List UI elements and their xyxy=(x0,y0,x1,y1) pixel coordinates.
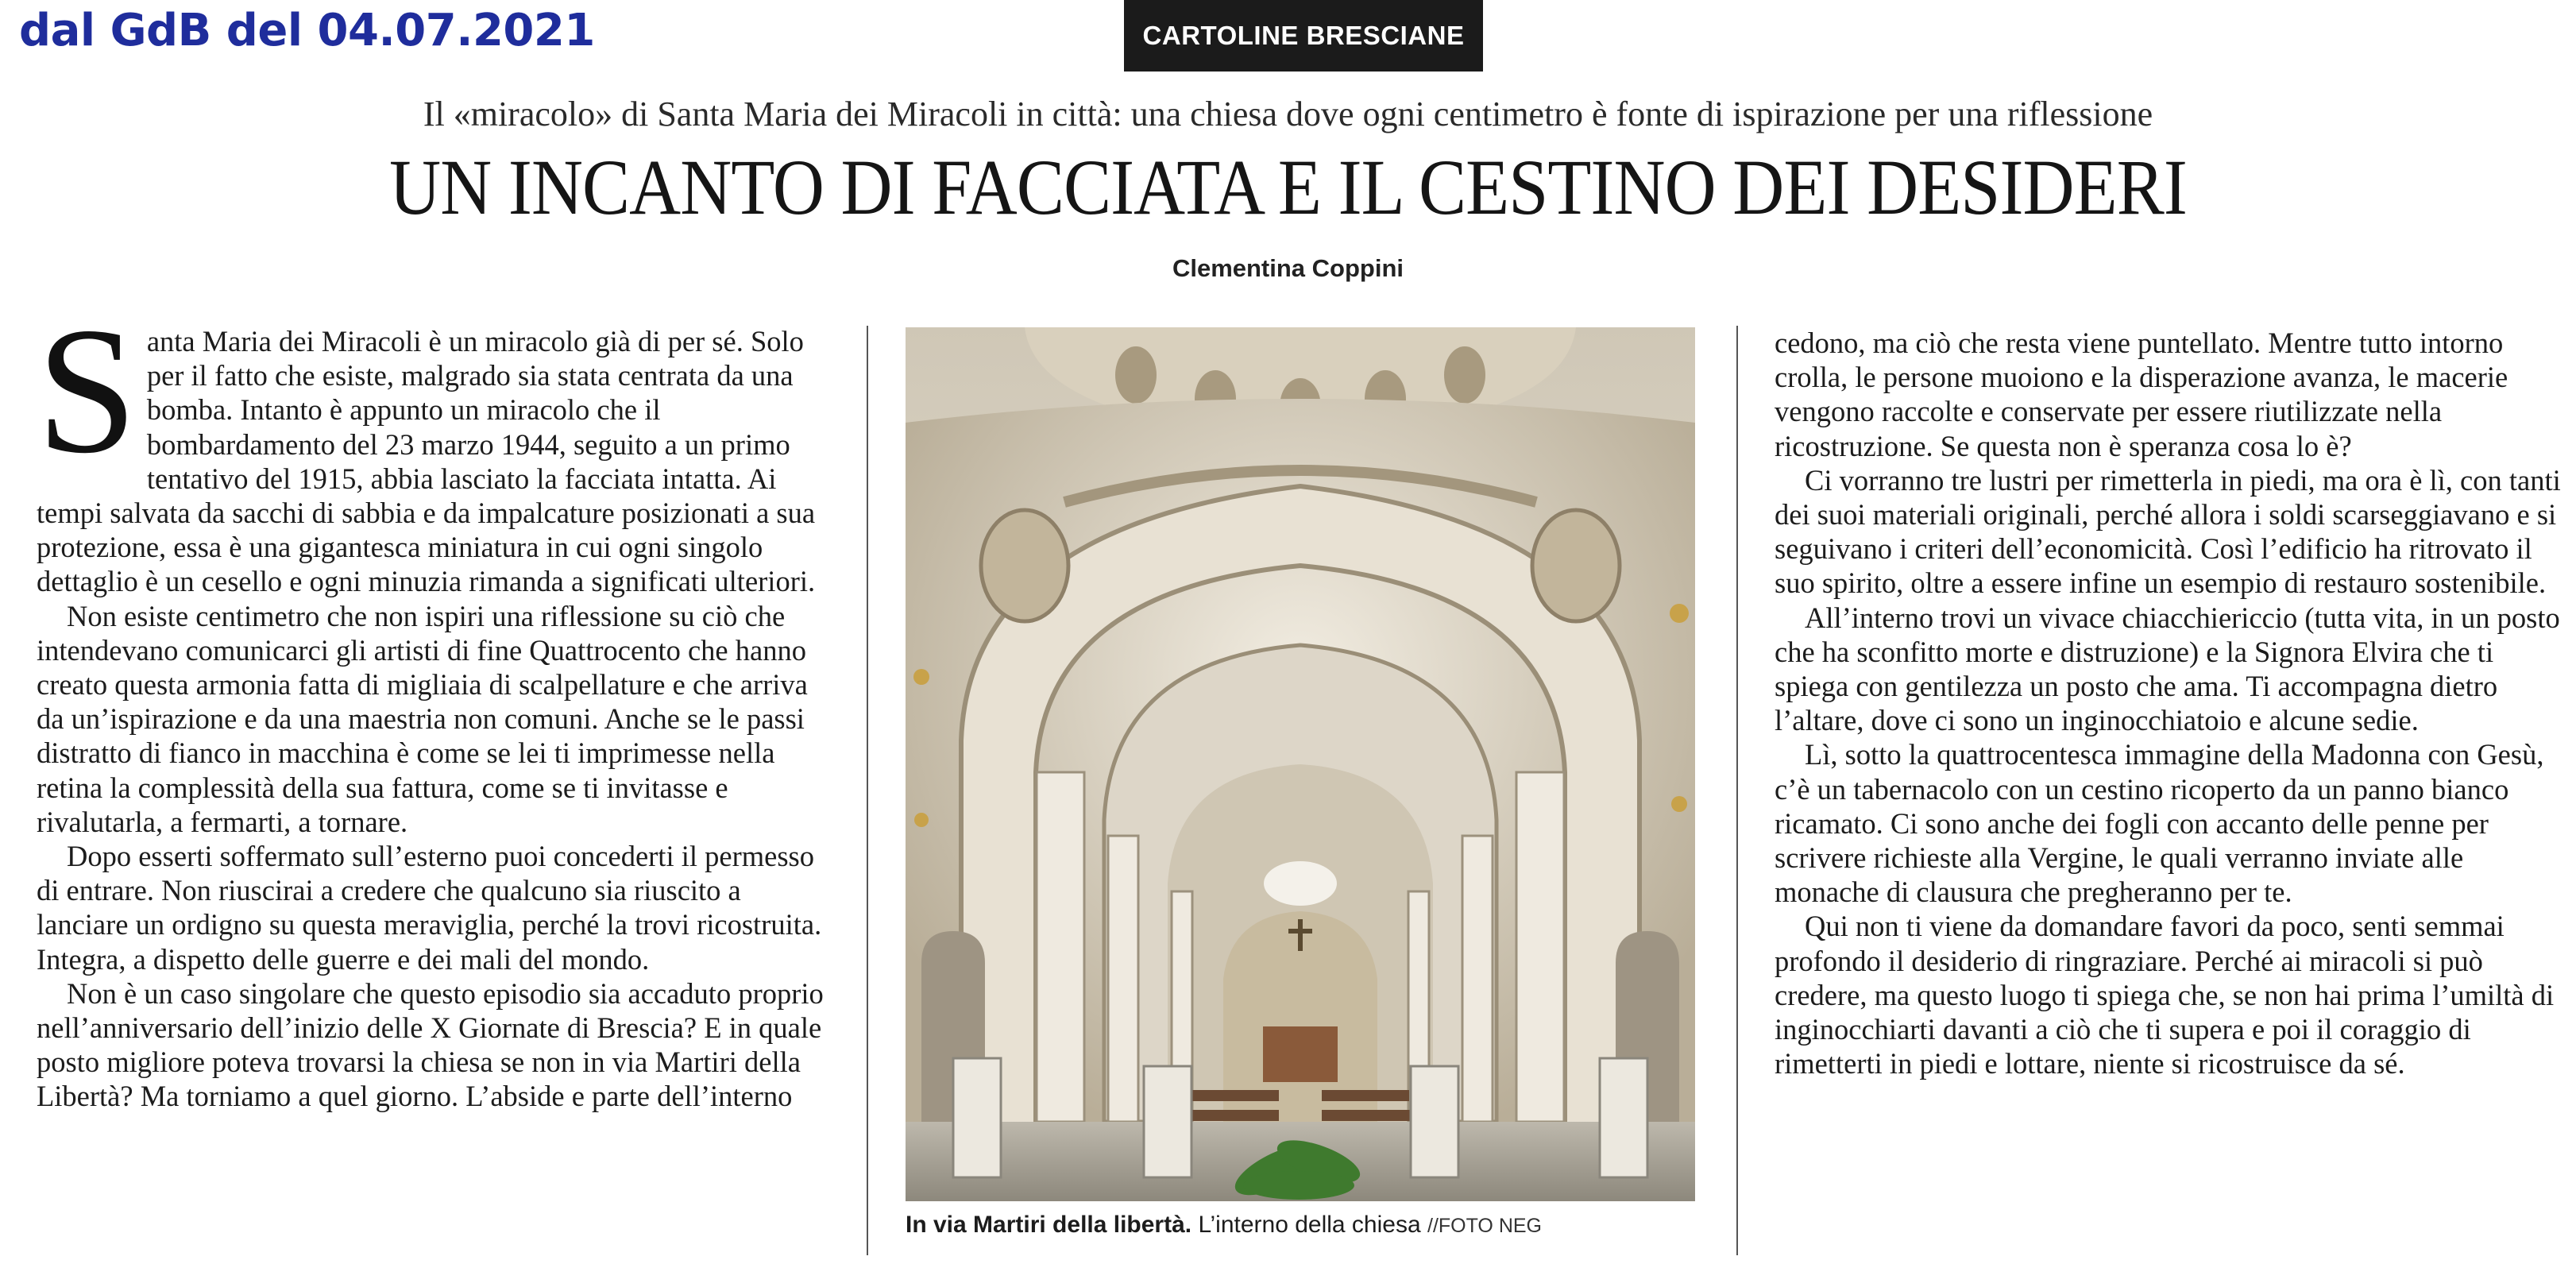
paragraph: cedono, ma ciò che resta viene puntellato. Mentre tutto intorno crolla, le persone muoiono e la disperazione avanza, le macerie vengono raccolte e conservate per essere riutilizzate nella ricostruzione. Se questa non è speranza cosa lo è? xyxy=(1775,327,2508,462)
paragraph: Ci vorranno tre lustri per rimetterla in piedi, ma ora è lì, con tanti dei suoi materiali originali, perché allora i soldi scarseggiavano e si seguivano i criteri dell’economicità. Così l’edificio ha ritrovato il suo spirito, oltre a essere infine un esempio di restauro sostenibile. xyxy=(1775,463,2561,600)
section-tag: CARTOLINE BRESCIANE xyxy=(1124,0,1483,72)
article-byline: Clementina Coppini xyxy=(1172,254,1404,282)
paragraph: anta Maria dei Miracoli è un miracolo già di per sé. Solo per il fatto che esiste, malgrado sia stata centrata da una bomba. Intanto è appunto un miracolo che il bombardamento del 23 marzo 1944, seguito a un primo tentativo del 1915, abbia lasciato la facciata intatta. Ai tempi salvata da sacchi di sabbia e da impalcature posizionati a sua protezione, essa è una gigantesca miniatura in cui ogni singolo dettaglio è un cesello e ogni minuzia rimanda a significati ulteriori. xyxy=(37,325,816,598)
source-label: dal GdB del 04.07.2021 xyxy=(19,5,595,56)
caption-text: L’interno della chiesa xyxy=(1191,1212,1427,1238)
photo-credit: //FOTO NEG xyxy=(1427,1215,1542,1237)
article-kicker: Il «miracolo» di Santa Maria dei Miracoli in città: una chiesa dove ogni centimetro è fonte di ispirazione per una riflessione xyxy=(423,95,2153,133)
article-headline: UN INCANTO DI FACCIATA E IL CESTINO DEI DESIDERI xyxy=(389,143,2187,231)
church-interior-photo xyxy=(906,327,1695,1201)
article-column-right xyxy=(1775,326,2562,1080)
paragraph: Lì, sotto la quattrocentesca immagine della Madonna con Gesù, c’è un tabernacolo con un cestino ricoperto da un panno bianco ricamato. Ci sono anche dei fogli con accanto delle penne per scrivere richieste alla Vergine, le quali verranno inviate alle monache di clausura che pregheranno per te. xyxy=(1775,738,2544,909)
paragraph: All’interno trovi un vivace chiacchiericcio (tutta vita, in un posto che ha sconfitto morte e distruzione) e la Signora Elvira che ti spiega con gentilezza un posto che ama. Ti accompagna dietro l’altare, dove ci sono un inginocchiatoio e alcune sedie. xyxy=(1775,601,2560,737)
article-column-left xyxy=(37,291,837,1114)
paragraph: Non esiste centimetro che non ispiri una riflessione su ciò che intendevano comunicarci gli artisti di fine Quattrocento che hanno creato questa armonia fatta di migliaia di scalpellature e che arriva da un’ispirazione e da una maestria non comuni. Anche se le passi distratto di fianco in macchina è come se lei ti imprimesse nella retina la complessità della sua fattura, come se ti invitasse e rivalutarla, a fermarti, a tornare. xyxy=(37,599,808,838)
column-rule xyxy=(867,326,868,1255)
paragraph: Dopo esserti soffermato sull’esterno puoi concederti il permesso di entrare. Non riuscirai a credere che qualcuno sia riuscito a lanciare un ordigno su questa meraviglia, perché la trovi ricostruita. Integra, a dispetto delle guerre e dei mali del mondo. xyxy=(37,840,822,976)
drop-cap: S xyxy=(37,291,137,491)
caption-bold: In via Martiri della libertà. xyxy=(906,1212,1192,1238)
photo-caption xyxy=(906,1212,1700,1239)
column-rule xyxy=(1736,326,1738,1255)
paragraph: Non è un caso singolare che questo episodio sia accaduto proprio nell’anniversario dell’inizio delle X Giornate di Brescia? E in quale posto migliore poteva trovarsi la chiesa se non in via Martiri della Libertà? Ma torniamo a quel giorno. L’abside e parte dell’interno xyxy=(37,976,824,1113)
paragraph: Qui non ti viene da domandare favori da poco, senti semmai profondo il desiderio di ringraziare. Perché ai miracoli si può credere, ma questo luogo ti spiega che, se non hai prima l’umiltà di inginocchiarti davanti a ciò che ti supera e poi il coraggio di rimetterti in piedi e lottare, niente si ricostruisce da sé. xyxy=(1775,910,2555,1080)
